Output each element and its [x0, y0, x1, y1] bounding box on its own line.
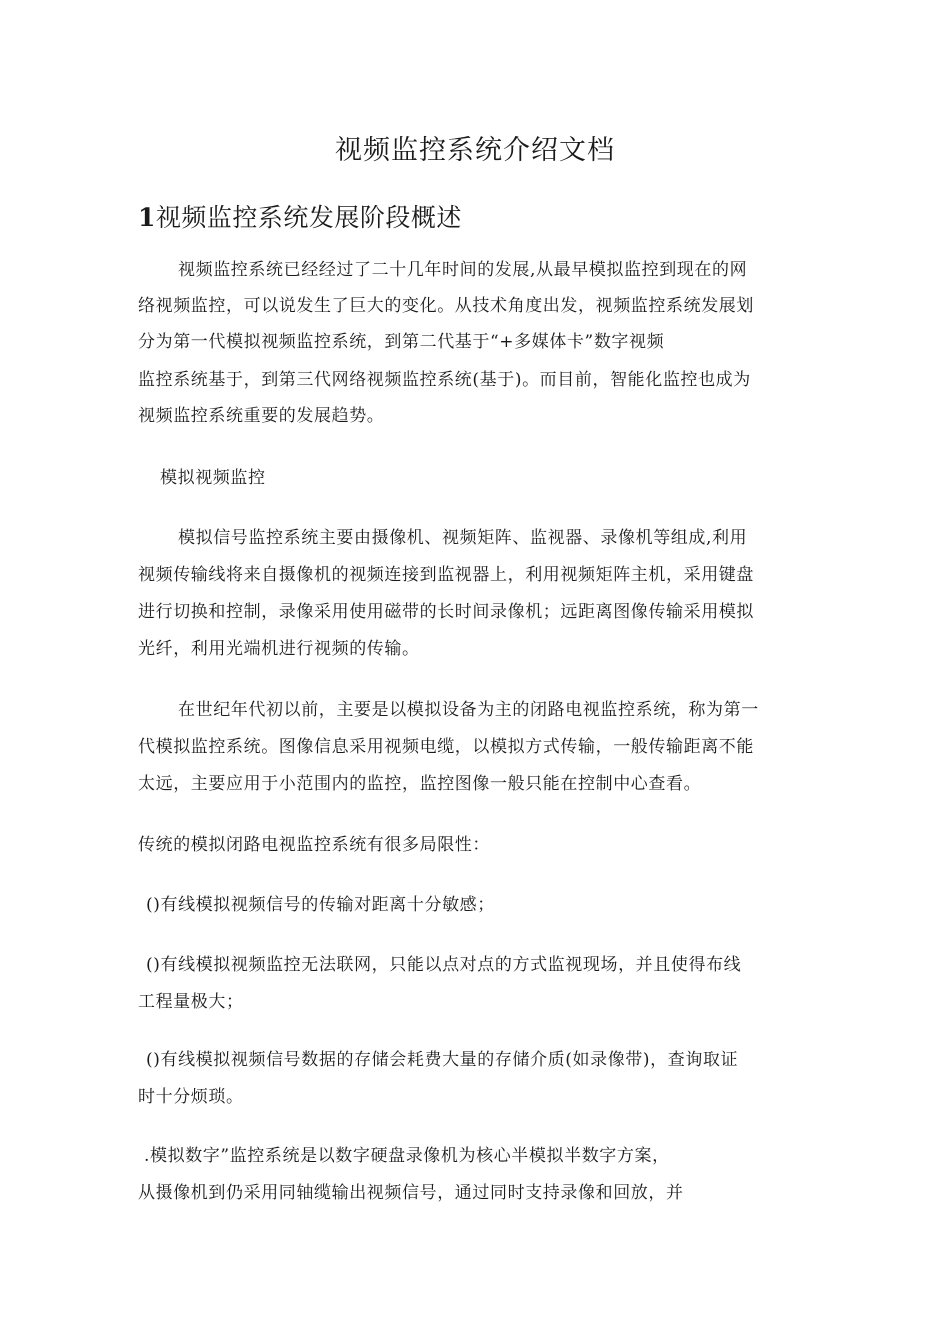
section-number: 1 [138, 203, 156, 232]
paragraph-line: .模拟数字”监控系统是以数字硬盘录像机为核心半模拟半数字方案， [144, 1146, 670, 1166]
subsection-heading: 模拟视频监控 [160, 468, 266, 488]
list-item-continuation: 时十分烦琐。 [138, 1087, 244, 1107]
paragraph-line: 视频传输线将来自摄像机的视频连接到监视器上，利用视频矩阵主机，采用键盘 [138, 565, 754, 585]
intro-line: 分为第一代模拟视频监控系统，到第二代基于“+多媒体卡”数字视频 [138, 332, 665, 352]
intro-line: 络视频监控，可以说发生了巨大的变化。从技术角度出发，视频监控系统发展划 [138, 296, 754, 316]
list-item: ()有线模拟视频监控无法联网，只能以点对点的方式监视现场，并且使得布线 [146, 955, 742, 975]
document-title: 视频监控系统介绍文档 [335, 135, 615, 166]
limitations-intro: 传统的模拟闭路电视监控系统有很多局限性： [138, 835, 490, 855]
intro-line: 视频监控系统已经经过了二十几年时间的发展,从最早模拟监控到现在的网 [178, 260, 748, 280]
paragraph-line: 模拟信号监控系统主要由摄像机、视频矩阵、监视器、录像机等组成,利用 [178, 528, 748, 548]
list-item-continuation: 工程量极大； [138, 992, 244, 1012]
paragraph-line: 光纤，利用光端机进行视频的传输。 [138, 639, 420, 659]
paragraph-line: 进行切换和控制，录像采用使用磁带的长时间录像机；远距离图像传输采用模拟 [138, 602, 754, 622]
intro-line: 视频监控系统重要的发展趋势。 [138, 406, 385, 426]
section-heading-text: 视频监控系统发展阶段概述 [155, 203, 462, 232]
paragraph-line: 在世纪年代初以前，主要是以模拟设备为主的闭路电视监控系统，称为第一 [178, 700, 759, 720]
list-item: ()有线模拟视频信号的传输对距离十分敏感； [146, 895, 495, 915]
intro-line: 监控系统基于，到第三代网络视频监控系统(基于)。而目前，智能化监控也成为 [138, 370, 751, 390]
paragraph-line: 太远，主要应用于小范围内的监控，监控图像一般只能在控制中心查看。 [138, 774, 702, 794]
section-heading [138, 198, 462, 234]
paragraph-line: 从摄像机到仍采用同轴缆输出视频信号，通过同时支持录像和回放，并 [138, 1183, 684, 1203]
list-item: ()有线模拟视频信号数据的存储会耗费大量的存储介质(如录像带)，查询取证 [146, 1050, 739, 1070]
paragraph-line: 代模拟监控系统。图像信息采用视频电缆，以模拟方式传输，一般传输距离不能 [138, 737, 754, 757]
